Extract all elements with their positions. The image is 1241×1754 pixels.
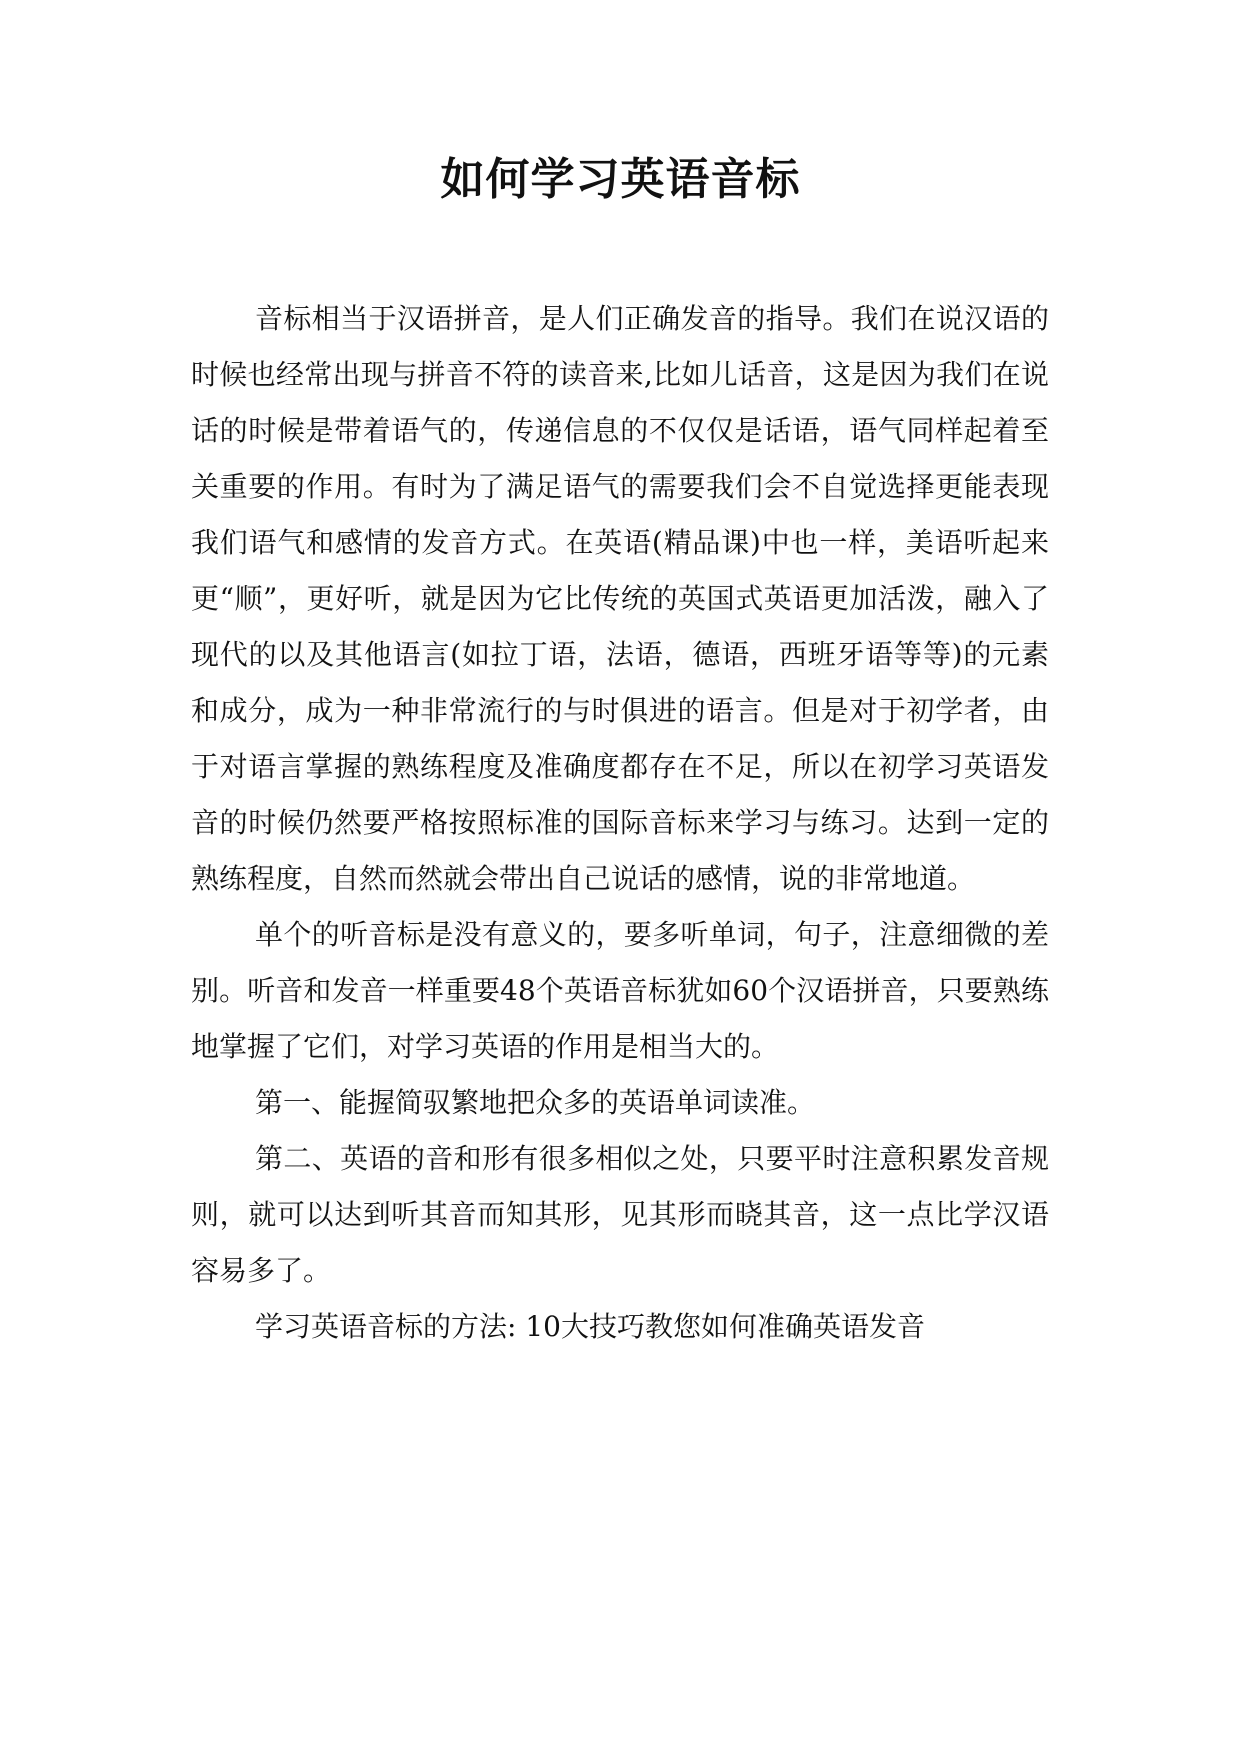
paragraph-point-one: 第一、能握简驭繁地把众多的英语单词读准。 — [255, 1086, 816, 1119]
document-title: 如何学习英语音标 — [440, 154, 801, 205]
paragraph-methods-heading: 学习英语音标的方法: 10大技巧教您如何准确英语发音 — [255, 1310, 925, 1343]
paragraph-intro: 音标相当于汉语拼音，是人们正确发音的指导。我们在说汉语的时候也经常出现与拼音不符的读音来,比如儿话音，这是因为我们在说话的时候是带着语气的，传递信息的不仅仅是话语，语气同样起着至关重要的作用。有时为了满足语气的需要我们会不自觉选择更能表现我们语气和感情的发音方式。在英语(精品课)中也一样，美语听起来更“顺”，更好听，就是因为它比传统的英国式英语更加活泼，融入了现代的以及其他语言(如拉丁语，法语，德语，西班牙语等等)的元素和成分，成为一种非常流行的与时俱进的语言。但是对于初学者，由于对语言掌握的熟练程度及准确度都存在不足，所以在初学习英语发音的时候仍然要严格按照标准的国际音标来学习与练习。达到一定的熟练程度，自然而然就会带出自己说话的感情，说的非常地道。 — [191, 302, 1049, 895]
paragraph-point-two: 第二、英语的音和形有很多相似之处，只要平时注意积累发音规则，就可以达到听其音而知其形，见其形而晓其音，这一点比学汉语容易多了。 — [191, 1142, 1049, 1287]
paragraph-listening: 单个的听音标是没有意义的，要多听单词，句子，注意细微的差别。听音和发音一样重要48个英语音标犹如60个汉语拼音，只要熟练地掌握了它们，对学习英语的作用是相当大的。 — [191, 918, 1049, 1063]
document-body — [191, 291, 1049, 1355]
